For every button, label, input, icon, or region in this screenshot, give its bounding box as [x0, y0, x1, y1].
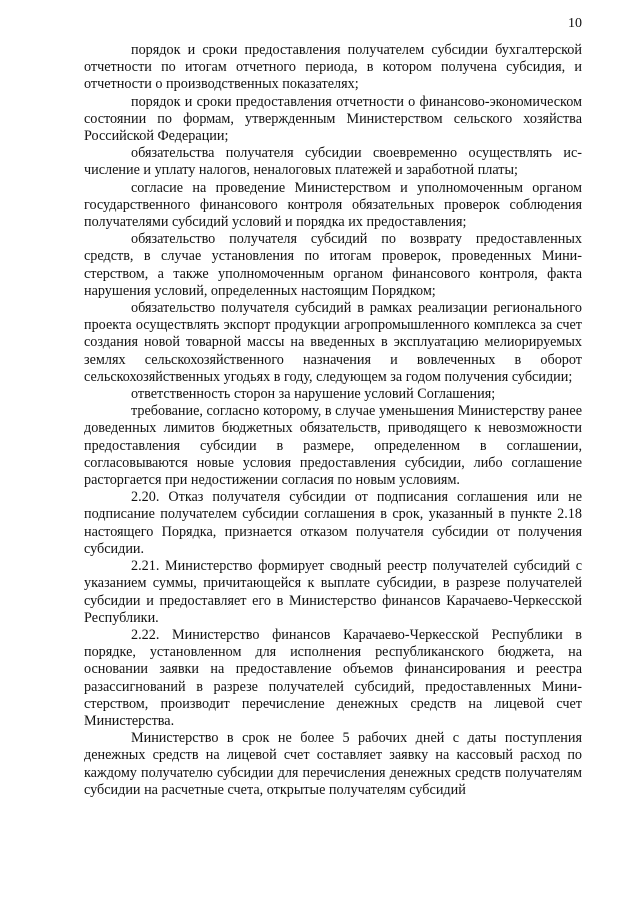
- paragraph-refund-obligation: обязательство получателя субсидий по возврату предоставленных средств, в случае установления по итогам проверок, проведенных Министерством, а также уполномоченным органом финансового контроля, факта нарушения условий, определенных настоящим Порядком;: [84, 231, 582, 299]
- paragraph-reporting-accounting: порядок и сроки предоставления получателем субсидии бухгалтерской отчетности по итогам отчетного периода, в котором получена субсидия, и отчетности о производственных показателях;: [84, 42, 582, 93]
- document-body: [84, 42, 582, 799]
- paragraph-export-obligation: обязательство получателя субсидий в рамках реализации регионального проекта осуществлять экспорт продукции агропромышленного комплекса за счет создания новой товарной массы на введенных в эксплуатацию мелиорируемых землях сельскохозяйственного назначения и вовлеченных в оборот сельскохозяйственных угодьях в году, следующем за годом получения субсидии;: [84, 300, 582, 385]
- paragraph-liability: ответственность сторон за нарушение условий Соглашения;: [131, 386, 496, 403]
- paragraph-inspection-consent: согласие на проведение Министерством и уполномоченным органом государственного финансового контроля обязательных проверок соблюдения получателями субсидий условий и порядка их предоставления;: [84, 179, 582, 231]
- paragraph-clause-2-20: 2.20. Отказ получателя субсидии от подписания соглашения или не подписание получателем субсидии соглашения в срок, указанный в пункте 2.18 настоящего Порядка, признается отказом получателя субсидии от получения субсидии.: [84, 489, 582, 557]
- paragraph-cash-request: Министерство в срок не более 5 рабочих дней с даты поступления денежных средств на лицевой счет составляет заявку на кассовый расход по каждому получателю субсидии для перечисления денежных средств получателям субсидии на расчетные счета, открытые получателям субсидий: [84, 730, 582, 798]
- paragraph-tax-obligations: обязательства получателя субсидии своевременно осуществлять исчисление и уплату налогов, неналоговых платежей и заработной платы;: [84, 145, 582, 179]
- paragraph-clause-2-22: 2.22. Министерство финансов Карачаево-Черкесской Республики в порядке, установленном для исполнения республиканского бюджета, на основании заявки на предоставление объемов финансирования и реестра разассигнований в разрезе получателей субсидий, предоставленных Министерством, производит перечисление денежных средств на лицевой счет Министерства.: [84, 626, 582, 729]
- page-number: 10: [568, 16, 582, 31]
- paragraph-limit-reduction: требование, согласно которому, в случае уменьшения Министерству ранее доведенных лимитов бюджетных обязательств, приводящего к невозможности предоставления субсидии в размере, определенном в соглашении, согласовываются новые условия предоставления субсидии, либо соглашение расторгается при недостижении согласия по новым условиям.: [84, 403, 582, 489]
- paragraph-clause-2-21: 2.21. Министерство формирует сводный реестр получателей субсидий с указанием суммы, причитающейся к выплате субсидии, в разрезе получателей субсидии и предоставляет его в Министерство финансов Карачаево-Черкесской Республики.: [84, 558, 582, 626]
- paragraph-reporting-financial: порядок и сроки предоставления отчетности о финансово-экономическом состоянии по формам, утвержденным Министерством сельского хозяйства Российской Федерации;: [84, 93, 582, 145]
